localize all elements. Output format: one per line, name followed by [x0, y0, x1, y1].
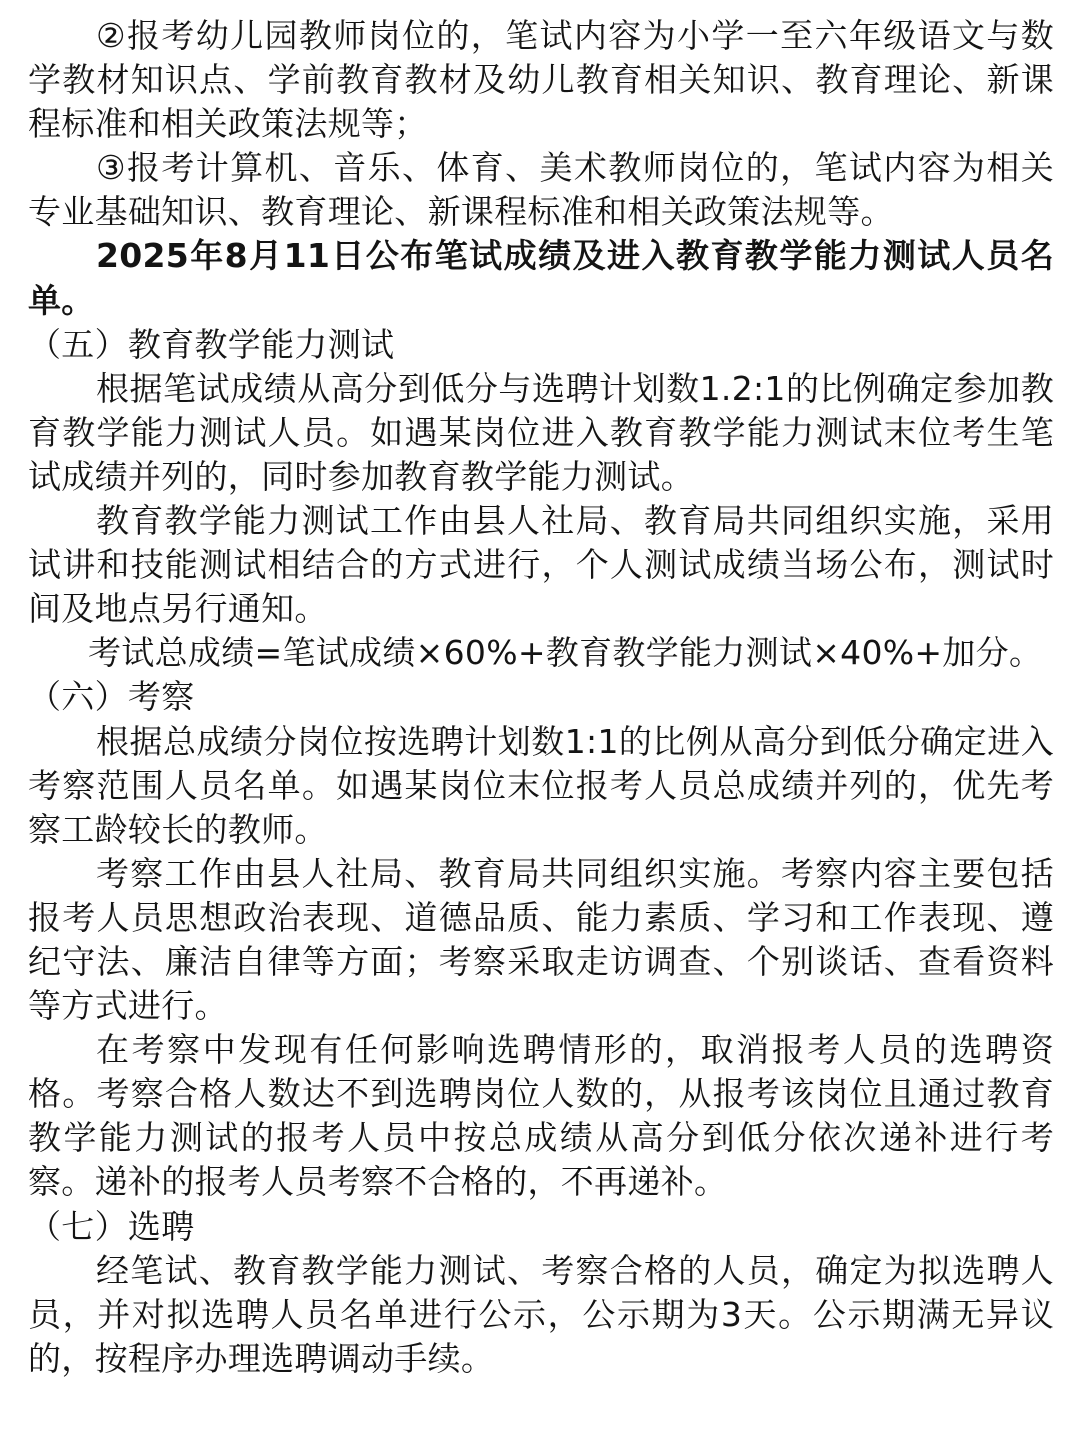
paragraph-inspection-scope: 根据总成绩分岗位按选聘计划数1:1的比例从高分到低分确定进入考察范围人员名单。如遇某岗位末位报考人员总成绩并列的，优先考察工龄较长的教师。 — [28, 721, 1054, 849]
paragraph-test-organization: 教育教学能力测试工作由县人社局、教育局共同组织实施，采用试讲和技能测试相结合的方式进行，个人测试成绩当场公布，测试时间及地点另行通知。 — [28, 501, 1054, 629]
document-page — [28, 14, 1054, 1381]
paragraph-test-selection: 根据笔试成绩从高分到低分与选聘计划数1.2:1的比例确定参加教育教学能力测试人员。如遇某岗位进入教育教学能力测试末位考生笔试成绩并列的，同时参加教育教学能力测试。 — [28, 368, 1054, 496]
paragraph-inspection-content: 考察工作由县人社局、教育局共同组织实施。考察内容主要包括报考人员思想政治表现、道德品质、能力素质、学习和工作表现、遵纪守法、廉洁自律等方面；考察采取走访调查、个别谈话、查看资料等方式进行。 — [28, 853, 1054, 1026]
section-heading-inspection: （六）考察 — [28, 677, 195, 717]
paragraph-results-announcement: 2025年8月11日公布笔试成绩及进入教育教学能力测试人员名单。 — [28, 236, 1054, 320]
section-heading-selection: （七）选聘 — [28, 1206, 195, 1246]
section-heading-teaching-test: （五）教育教学能力测试 — [28, 324, 395, 364]
paragraph-total-score-formula: 考试总成绩=笔试成绩×60%+教育教学能力测试×40%+加分。 — [88, 633, 1043, 673]
paragraph-specialty-exam: ③报考计算机、音乐、体育、美术教师岗位的，笔试内容为相关专业基础知识、教育理论、新课程标准和相关政策法规等。 — [28, 148, 1054, 232]
paragraph-kindergarten-exam: ②报考幼儿园教师岗位的，笔试内容为小学一至六年级语文与数学教材知识点、学前教育教材及幼儿教育相关知识、教育理论、新课程标准和相关政策法规等； — [28, 16, 1054, 144]
paragraph-selection-publicity: 经笔试、教育教学能力测试、考察合格的人员，确定为拟选聘人员，并对拟选聘人员名单进行公示，公示期为3天。公示期满无异议的，按程序办理选聘调动手续。 — [28, 1250, 1054, 1378]
paragraph-inspection-disqualify: 在考察中发现有任何影响选聘情形的，取消报考人员的选聘资格。考察合格人数达不到选聘岗位人数的，从报考该岗位且通过教育教学能力测试的报考人员中按总成绩从高分到低分依次递补进行考察。递补的报考人员考察不合格的，不再递补。 — [28, 1030, 1054, 1202]
